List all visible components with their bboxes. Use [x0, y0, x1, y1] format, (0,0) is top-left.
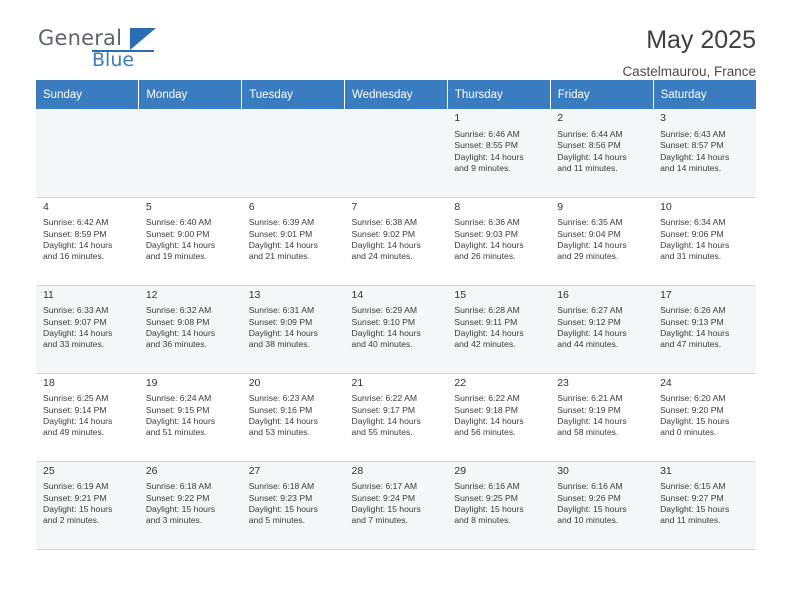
- day-info-line: and 26 minutes.: [454, 251, 516, 262]
- day-sun-info: [43, 481, 133, 526]
- calendar-day-cell[interactable]: [242, 373, 345, 461]
- day-info-line: and 8 minutes.: [454, 515, 511, 526]
- day-info-line: Sunrise: 6:34 AM: [660, 217, 726, 228]
- day-sun-info: [43, 305, 133, 350]
- day-info-line: Sunrise: 6:22 AM: [454, 393, 520, 404]
- day-info-line: Daylight: 14 hours: [351, 416, 421, 427]
- calendar-day-cell-empty: [36, 109, 139, 197]
- day-info-line: Sunrise: 6:31 AM: [248, 305, 315, 316]
- day-info-line: and 14 minutes.: [660, 162, 722, 173]
- day-number: 9: [557, 200, 564, 213]
- calendar-day-cell[interactable]: [653, 285, 756, 373]
- day-info-line: Sunset: 9:27 PM: [660, 492, 724, 503]
- day-sun-info: [557, 305, 647, 350]
- day-info-line: Sunset: 9:17 PM: [351, 404, 416, 415]
- day-info-line: Sunrise: 6:18 AM: [248, 481, 315, 492]
- day-info-line: Daylight: 14 hours: [557, 151, 627, 162]
- day-info-line: Sunset: 9:18 PM: [454, 404, 518, 415]
- day-info-line: Sunrise: 6:44 AM: [557, 128, 623, 139]
- location-subtitle: Castelmaurou, France: [622, 63, 756, 79]
- calendar-day-cell[interactable]: [447, 461, 550, 549]
- calendar-day-cell[interactable]: [139, 373, 242, 461]
- day-info-line: Daylight: 14 hours: [660, 151, 730, 162]
- day-info-line: Sunset: 9:16 PM: [248, 404, 313, 415]
- day-sun-info: [352, 393, 442, 438]
- day-number: 4: [43, 200, 49, 213]
- calendar-day-cell[interactable]: [653, 197, 756, 285]
- page-header: [36, 0, 756, 79]
- day-info-line: Sunset: 9:03 PM: [454, 228, 518, 239]
- day-info-line: and 3 minutes.: [145, 515, 203, 526]
- calendar-day-cell[interactable]: [447, 109, 550, 197]
- weekday-header-friday: Friday: [550, 80, 653, 109]
- day-number: 15: [454, 288, 467, 301]
- day-info-line: and 7 minutes.: [351, 515, 408, 526]
- day-info-line: Sunset: 9:19 PM: [557, 404, 621, 415]
- day-info-line: Daylight: 15 hours: [660, 416, 730, 427]
- page-title: May 2025: [646, 26, 756, 54]
- day-info-line: Sunrise: 6:36 AM: [454, 217, 520, 228]
- day-number: 3: [660, 112, 666, 124]
- day-sun-info: [352, 481, 442, 526]
- calendar-day-cell[interactable]: [447, 285, 550, 373]
- weekday-header-thursday: Thursday: [447, 80, 550, 109]
- day-info-line: and 10 minutes.: [557, 515, 619, 526]
- day-sun-info: [352, 217, 442, 262]
- day-info-line: and 16 minutes.: [43, 251, 105, 262]
- day-number: 11: [43, 288, 54, 301]
- logo-blue-text: Blue: [92, 49, 135, 71]
- day-info-line: and 55 minutes.: [351, 427, 413, 438]
- sunrise-sunset-calendar: [36, 80, 756, 550]
- day-info-line: Sunset: 9:20 PM: [660, 404, 724, 415]
- calendar-day-cell-empty: [242, 109, 345, 197]
- day-sun-info: [43, 393, 133, 438]
- day-info-line: Sunrise: 6:27 AM: [557, 305, 623, 316]
- day-info-line: Sunrise: 6:18 AM: [145, 481, 212, 492]
- day-sun-info: [557, 393, 647, 438]
- day-info-line: and 42 minutes.: [454, 339, 516, 350]
- weekday-header-monday: Monday: [139, 80, 242, 109]
- day-number: 25: [43, 464, 55, 477]
- day-number: 8: [454, 200, 461, 213]
- calendar-day-cell[interactable]: [139, 197, 242, 285]
- day-info-line: Daylight: 14 hours: [145, 416, 216, 427]
- day-sun-info: [557, 217, 647, 262]
- day-info-line: Daylight: 15 hours: [557, 504, 627, 515]
- day-info-line: Sunset: 9:02 PM: [351, 228, 416, 239]
- day-info-line: Sunset: 9:07 PM: [43, 316, 107, 327]
- day-number: 1: [454, 112, 461, 124]
- day-number: 31: [660, 464, 672, 477]
- day-sun-info: [352, 305, 442, 350]
- day-info-line: Daylight: 14 hours: [145, 328, 216, 339]
- day-number: 13: [248, 288, 261, 301]
- day-sun-info: [454, 305, 544, 350]
- day-info-line: and 0 minutes.: [660, 427, 717, 438]
- calendar-day-cell[interactable]: [345, 285, 448, 373]
- day-info-line: Sunrise: 6:22 AM: [351, 393, 417, 404]
- day-info-line: Daylight: 14 hours: [454, 328, 524, 339]
- weekday-header-saturday: Saturday: [653, 80, 756, 109]
- calendar-day-cell-empty: [139, 109, 242, 197]
- day-info-line: Sunset: 8:57 PM: [660, 140, 724, 151]
- day-info-line: and 21 minutes.: [248, 251, 310, 262]
- day-info-line: Sunrise: 6:20 AM: [660, 393, 726, 404]
- calendar-week-row: [36, 285, 756, 373]
- day-info-line: Sunrise: 6:17 AM: [351, 481, 417, 492]
- calendar-week-row: [36, 461, 756, 549]
- calendar-body: [36, 109, 756, 549]
- day-info-line: Sunset: 8:56 PM: [557, 140, 621, 151]
- day-sun-info: [249, 217, 339, 262]
- calendar-day-cell[interactable]: [550, 461, 653, 549]
- day-info-line: Sunset: 9:00 PM: [145, 228, 210, 239]
- day-info-line: Sunrise: 6:24 AM: [145, 393, 212, 404]
- calendar-day-cell[interactable]: [550, 373, 653, 461]
- calendar-day-cell[interactable]: [345, 373, 448, 461]
- day-sun-info: [249, 305, 339, 350]
- day-info-line: Sunset: 9:25 PM: [454, 492, 518, 503]
- calendar-week-row: [36, 373, 756, 461]
- day-info-line: and 9 minutes.: [454, 162, 511, 173]
- day-sun-info: [454, 481, 544, 526]
- calendar-day-cell[interactable]: [242, 197, 345, 285]
- day-sun-info: [43, 217, 133, 262]
- day-info-line: Daylight: 15 hours: [454, 504, 524, 515]
- day-number: 23: [557, 376, 569, 389]
- day-info-line: Sunrise: 6:42 AM: [43, 217, 109, 228]
- day-info-line: and 31 minutes.: [660, 251, 722, 262]
- day-info-line: Sunrise: 6:40 AM: [145, 217, 212, 228]
- day-info-line: and 56 minutes.: [454, 427, 516, 438]
- calendar-day-cell[interactable]: [550, 285, 653, 373]
- day-info-line: Sunset: 9:06 PM: [660, 228, 724, 239]
- day-info-line: Sunrise: 6:32 AM: [145, 305, 212, 316]
- day-info-line: Daylight: 15 hours: [351, 504, 421, 515]
- day-info-line: Sunrise: 6:19 AM: [43, 481, 109, 492]
- day-info-line: and 47 minutes.: [660, 339, 722, 350]
- day-sun-info: [660, 393, 750, 438]
- day-info-line: Sunrise: 6:28 AM: [454, 305, 520, 316]
- day-info-line: and 49 minutes.: [43, 427, 105, 438]
- day-info-line: Daylight: 14 hours: [454, 240, 524, 251]
- day-info-line: and 11 minutes.: [557, 162, 618, 173]
- day-info-line: Daylight: 14 hours: [660, 328, 730, 339]
- day-sun-info: [146, 481, 236, 526]
- day-info-line: Sunset: 9:23 PM: [248, 492, 313, 503]
- day-number: 29: [454, 464, 467, 477]
- day-number: 22: [454, 376, 467, 389]
- day-number: 21: [351, 376, 364, 389]
- day-info-line: Daylight: 14 hours: [557, 328, 627, 339]
- day-info-line: Daylight: 14 hours: [454, 416, 524, 427]
- day-sun-info: [146, 305, 236, 350]
- day-sun-info: [249, 393, 339, 438]
- day-info-line: Sunrise: 6:21 AM: [557, 393, 623, 404]
- day-info-line: and 5 minutes.: [248, 515, 306, 526]
- day-info-line: Daylight: 14 hours: [660, 240, 730, 251]
- day-info-line: Sunset: 9:08 PM: [145, 316, 210, 327]
- flag-icon: [130, 28, 156, 50]
- calendar-day-cell[interactable]: [36, 461, 139, 549]
- day-number: 16: [557, 288, 569, 301]
- day-info-line: Sunset: 9:15 PM: [145, 404, 210, 415]
- day-number: 26: [145, 464, 158, 477]
- general-blue-logo[interactable]: [36, 26, 156, 74]
- calendar-day-cell[interactable]: [653, 109, 756, 197]
- calendar-week-row: [36, 197, 756, 285]
- day-info-line: Sunrise: 6:16 AM: [454, 481, 520, 492]
- day-sun-info: [660, 217, 750, 262]
- day-sun-info: [146, 393, 236, 438]
- calendar-day-cell[interactable]: [242, 285, 345, 373]
- day-sun-info: [249, 481, 339, 526]
- day-info-line: Sunrise: 6:23 AM: [248, 393, 315, 404]
- calendar-day-cell[interactable]: [447, 197, 550, 285]
- day-sun-info: [454, 217, 544, 262]
- day-sun-info: [557, 129, 647, 174]
- day-info-line: Daylight: 14 hours: [454, 151, 524, 162]
- calendar-day-cell[interactable]: [345, 461, 448, 549]
- day-info-line: and 19 minutes.: [145, 251, 207, 262]
- day-info-line: Daylight: 15 hours: [43, 504, 113, 515]
- day-info-line: Sunrise: 6:29 AM: [351, 305, 417, 316]
- day-info-line: and 33 minutes.: [43, 339, 105, 350]
- day-info-line: and 36 minutes.: [145, 339, 207, 350]
- day-info-line: and 53 minutes.: [248, 427, 310, 438]
- day-info-line: Sunset: 9:26 PM: [557, 492, 621, 503]
- day-info-line: Daylight: 14 hours: [43, 328, 113, 339]
- day-info-line: and 11 minutes.: [660, 515, 721, 526]
- day-sun-info: [660, 129, 750, 174]
- day-info-line: and 40 minutes.: [351, 339, 413, 350]
- day-info-line: Daylight: 15 hours: [248, 504, 318, 515]
- day-number: 10: [660, 200, 672, 213]
- day-info-line: Sunset: 9:10 PM: [351, 316, 416, 327]
- day-info-line: Sunset: 9:24 PM: [351, 492, 416, 503]
- day-number: 20: [248, 376, 261, 389]
- day-sun-info: [660, 481, 750, 526]
- day-sun-info: [454, 393, 544, 438]
- day-info-line: Daylight: 15 hours: [145, 504, 216, 515]
- day-info-line: Sunrise: 6:43 AM: [660, 128, 726, 139]
- day-info-line: and 44 minutes.: [557, 339, 619, 350]
- weekday-header-tuesday: Tuesday: [242, 80, 345, 109]
- day-info-line: Sunset: 8:59 PM: [43, 228, 107, 239]
- day-number: 28: [351, 464, 364, 477]
- day-info-line: Daylight: 14 hours: [351, 240, 421, 251]
- calendar-day-cell[interactable]: [653, 461, 756, 549]
- day-number: 7: [351, 200, 358, 213]
- day-info-line: Sunset: 9:13 PM: [660, 316, 724, 327]
- day-sun-info: [660, 305, 750, 350]
- calendar-day-cell[interactable]: [242, 461, 345, 549]
- day-number: 19: [145, 376, 158, 389]
- day-number: 6: [248, 200, 255, 213]
- weekday-header-sunday: Sunday: [36, 80, 139, 109]
- day-info-line: Sunset: 9:22 PM: [145, 492, 210, 503]
- calendar-day-cell[interactable]: [36, 285, 139, 373]
- calendar-day-cell[interactable]: [139, 285, 242, 373]
- calendar-day-cell[interactable]: [36, 373, 139, 461]
- day-info-line: Daylight: 14 hours: [248, 240, 318, 251]
- calendar-day-cell[interactable]: [36, 197, 139, 285]
- day-info-line: and 24 minutes.: [351, 251, 413, 262]
- calendar-day-cell[interactable]: [139, 461, 242, 549]
- day-number: 2: [557, 112, 564, 124]
- day-sun-info: [454, 129, 544, 174]
- day-info-line: Sunset: 9:11 PM: [454, 316, 518, 327]
- day-info-line: and 51 minutes.: [145, 427, 207, 438]
- day-info-line: Sunrise: 6:46 AM: [454, 128, 520, 139]
- day-sun-info: [146, 217, 236, 262]
- day-info-line: Sunset: 9:04 PM: [557, 228, 621, 239]
- day-info-line: Sunset: 8:55 PM: [454, 140, 518, 151]
- day-info-line: Sunrise: 6:15 AM: [660, 481, 726, 492]
- day-info-line: Sunrise: 6:26 AM: [660, 305, 726, 316]
- calendar-day-cell[interactable]: [447, 373, 550, 461]
- day-info-line: Daylight: 14 hours: [43, 416, 113, 427]
- day-info-line: Daylight: 14 hours: [248, 416, 318, 427]
- day-info-line: Daylight: 14 hours: [351, 328, 421, 339]
- day-info-line: Sunrise: 6:16 AM: [557, 481, 623, 492]
- calendar-week-row: [36, 109, 756, 197]
- day-info-line: Sunset: 9:01 PM: [248, 228, 313, 239]
- day-info-line: and 38 minutes.: [248, 339, 310, 350]
- day-info-line: Sunset: 9:09 PM: [248, 316, 313, 327]
- day-info-line: Daylight: 14 hours: [557, 416, 627, 427]
- day-number: 12: [145, 288, 158, 301]
- day-number: 24: [660, 376, 672, 389]
- logo-general-text: General: [38, 26, 123, 50]
- day-info-line: Daylight: 14 hours: [43, 240, 113, 251]
- day-info-line: Sunrise: 6:35 AM: [557, 217, 623, 228]
- day-info-line: Daylight: 15 hours: [660, 504, 730, 515]
- day-number: 18: [43, 376, 55, 389]
- weekday-header-wednesday: Wednesday: [345, 80, 448, 109]
- day-number: 5: [145, 200, 152, 213]
- day-number: 17: [660, 288, 672, 301]
- day-number: 30: [557, 464, 569, 477]
- day-info-line: Daylight: 14 hours: [248, 328, 318, 339]
- calendar-day-cell[interactable]: [550, 197, 653, 285]
- day-info-line: Sunrise: 6:33 AM: [43, 305, 109, 316]
- calendar-day-cell[interactable]: [653, 373, 756, 461]
- calendar-day-cell[interactable]: [345, 197, 448, 285]
- day-info-line: Sunrise: 6:39 AM: [248, 217, 315, 228]
- day-info-line: Sunset: 9:14 PM: [43, 404, 107, 415]
- weekday-header-row: [36, 80, 756, 109]
- day-info-line: and 29 minutes.: [557, 251, 619, 262]
- day-info-line: Daylight: 14 hours: [145, 240, 216, 251]
- day-info-line: Daylight: 14 hours: [557, 240, 627, 251]
- day-number: 14: [351, 288, 364, 301]
- day-info-line: and 2 minutes.: [43, 515, 100, 526]
- day-info-line: Sunrise: 6:38 AM: [351, 217, 417, 228]
- calendar-day-cell[interactable]: [550, 109, 653, 197]
- day-info-line: Sunset: 9:12 PM: [557, 316, 621, 327]
- day-info-line: and 58 minutes.: [557, 427, 619, 438]
- title-block: [622, 26, 756, 79]
- calendar-day-cell-empty: [345, 109, 448, 197]
- day-info-line: Sunrise: 6:25 AM: [43, 393, 109, 404]
- day-info-line: Sunset: 9:21 PM: [43, 492, 107, 503]
- day-sun-info: [557, 481, 647, 526]
- day-number: 27: [248, 464, 261, 477]
